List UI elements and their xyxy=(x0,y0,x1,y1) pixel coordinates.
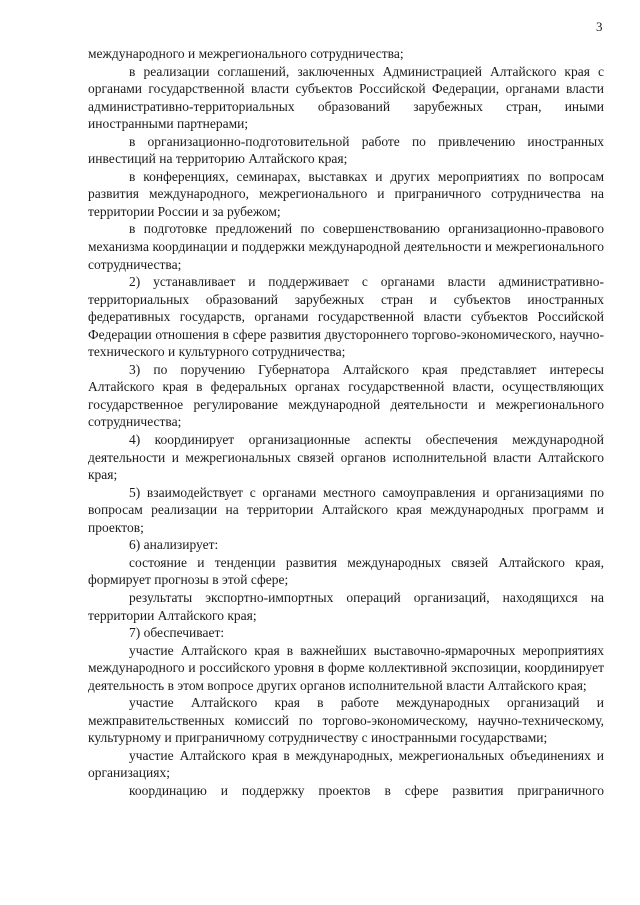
paragraph: 7) обеспечивает: xyxy=(129,625,225,641)
paragraph: результаты экспортно-импортных операций организаций, находящихся на территории Алтайского края; xyxy=(88,589,604,623)
paragraph: в конференциях, семинарах, выставках и других мероприятиях по вопросам развития международного, межрегионального и приграничного сотрудничества на территории России и за рубежом; xyxy=(88,168,604,219)
paragraph: 5) взаимодействует с органами местного самоуправления и организациями по вопросам реализации на территории Алтайского края международных программ и проектов; xyxy=(88,484,604,535)
paragraph: координацию и поддержку проектов в сфере развития приграничного xyxy=(129,782,604,798)
paragraph: состояние и тенденции развития международных связей Алтайского края, формирует прогнозы в этой сфере; xyxy=(88,554,604,588)
paragraph: в организационно-подготовительной работе по привлечению иностранных инвестиций на территорию Алтайского края; xyxy=(88,133,604,167)
paragraph: 2) устанавливает и поддерживает с органами власти административно-территориальных образований зарубежных стран и субъектов иностранных федеративных государств, органами государственной власти субъектов Российской Федерации отношения в сфере развития двустороннего торгово-экономического, научно-технического и культурного сотрудничества; xyxy=(88,274,604,360)
paragraph: участие Алтайского края в важнейших выставочно-ярмарочных мероприятиях международного и российского уровня в форме коллективной экспозиции, координирует деятельность в этом вопросе других органов исполнительной власти Алтайского края; xyxy=(88,642,604,693)
paragraph: в подготовке предложений по совершенствованию организационно-правового механизма координации и поддержки международной деятельности и межрегионального сотрудничества; xyxy=(88,221,604,272)
document-body xyxy=(88,45,604,800)
paragraph: международного и межрегионального сотрудничества; xyxy=(88,46,404,61)
paragraph: 6) анализирует: xyxy=(129,537,219,553)
paragraph: 3) по поручению Губернатора Алтайского края представляет интересы Алтайского края в федеральных органах государственной власти, осуществляющих государственное регулирование международной деятельности и межрегионального сотрудничества; xyxy=(88,361,604,430)
paragraph: в реализации соглашений, заключенных Администрацией Алтайского края с органами государственной власти субъектов Российской Федерации, органами власти административно-территориальных образований зарубежных стран, иными иностранными партнерами; xyxy=(88,63,604,132)
paragraph: участие Алтайского края в международных, межрегиональных объединениях и организациях; xyxy=(88,747,604,781)
paragraph: участие Алтайского края в работе международных организаций и межправительственных комиссий по торгово-экономическому, научно-техническому, культурному и приграничному сотрудничеству с иностранными государствами; xyxy=(88,695,604,746)
page-number: 3 xyxy=(596,19,603,34)
paragraph: 4) координирует организационные аспекты обеспечения международной деятельности и межрегиональных связей органов исполнительной власти Алтайского края; xyxy=(88,432,604,483)
